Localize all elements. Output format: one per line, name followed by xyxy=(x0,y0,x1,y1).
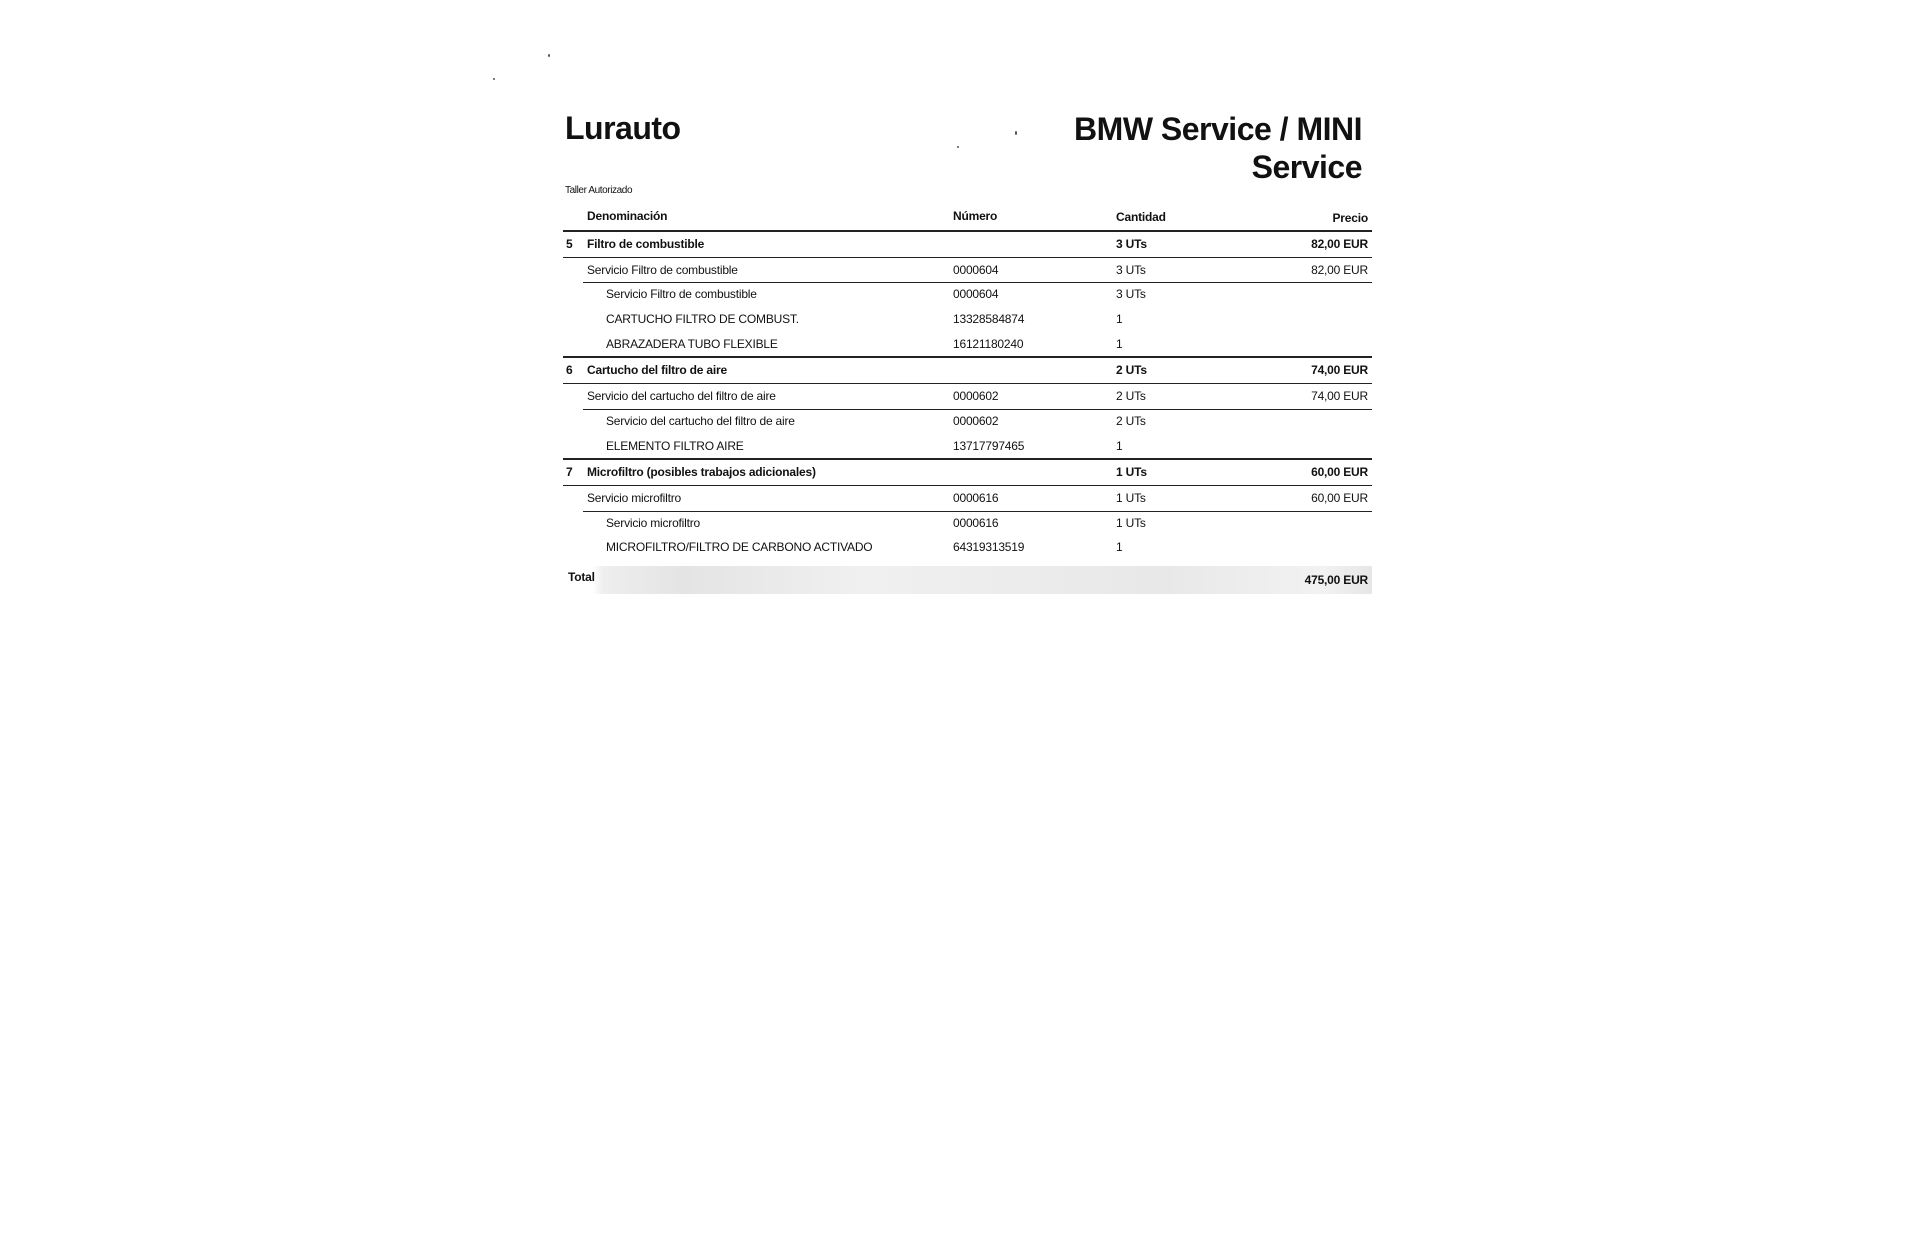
item-number: 0000602 xyxy=(953,413,999,428)
item-row xyxy=(563,282,1372,307)
group-index: 6 xyxy=(566,363,573,378)
item-row xyxy=(563,434,1372,459)
scan-speck xyxy=(548,54,550,57)
table-header-row xyxy=(563,204,1372,230)
group-name: Filtro de combustible xyxy=(587,237,705,251)
item-quantity: 1 xyxy=(1116,312,1123,327)
column-header-name: Denominación xyxy=(587,209,668,223)
group-row xyxy=(563,230,1372,257)
service-row xyxy=(563,485,1372,511)
service-quantity: 2 UTs xyxy=(1116,389,1146,404)
service-title: BMW Service / MINI Service xyxy=(1074,111,1362,185)
item-name: MICROFILTRO/FILTRO DE CARBONO ACTIVADO xyxy=(606,540,873,555)
item-number: 64319313519 xyxy=(953,540,1025,555)
total-price: 475,00 EUR xyxy=(1304,572,1368,587)
group-quantity: 1 UTs xyxy=(1116,465,1147,480)
service-number: 0000604 xyxy=(953,262,999,277)
item-row xyxy=(563,535,1372,560)
item-quantity: 3 UTs xyxy=(1116,287,1146,302)
group-quantity: 3 UTs xyxy=(1116,237,1147,251)
service-quantity: 1 UTs xyxy=(1116,490,1146,505)
group-price: 82,00 EUR xyxy=(1311,237,1368,251)
group-price: 74,00 EUR xyxy=(1311,363,1368,378)
service-price: 82,00 EUR xyxy=(1311,262,1368,277)
scan-speck xyxy=(493,78,495,80)
group-price: 60,00 EUR xyxy=(1311,465,1368,480)
total-row xyxy=(563,566,1372,594)
group-name: Cartucho del filtro de aire xyxy=(587,363,727,378)
item-quantity: 1 xyxy=(1116,336,1123,351)
item-quantity: 1 xyxy=(1116,540,1123,555)
quote-table xyxy=(563,204,1372,594)
column-header-price: Precio xyxy=(1332,211,1368,225)
total-label: Total xyxy=(568,569,595,584)
service-name: Servicio Filtro de combustible xyxy=(587,262,738,277)
column-header-number: Número xyxy=(953,209,998,223)
item-quantity: 1 UTs xyxy=(1116,515,1146,530)
item-name: ELEMENTO FILTRO AIRE xyxy=(606,438,744,453)
service-row xyxy=(563,383,1372,409)
item-number: 16121180240 xyxy=(953,336,1024,351)
item-row xyxy=(563,409,1372,434)
item-number: 13328584874 xyxy=(953,312,1025,327)
service-number: 0000616 xyxy=(953,490,999,505)
item-number: 13717797465 xyxy=(953,438,1025,453)
item-name: Servicio del cartucho del filtro de aire xyxy=(606,413,795,428)
item-name: Servicio microfiltro xyxy=(606,515,701,530)
brand-name: Lurauto xyxy=(565,110,681,146)
column-header-quantity: Cantidad xyxy=(1116,210,1166,224)
service-name: Servicio microfiltro xyxy=(587,490,682,505)
group-index: 5 xyxy=(566,237,573,251)
service-price: 60,00 EUR xyxy=(1311,490,1368,505)
service-quantity: 3 UTs xyxy=(1116,262,1146,277)
item-row xyxy=(563,511,1372,536)
service-price: 74,00 EUR xyxy=(1311,389,1368,404)
group-index: 7 xyxy=(566,465,573,480)
item-number: 0000604 xyxy=(953,287,999,302)
item-name: CARTUCHO FILTRO DE COMBUST. xyxy=(606,312,799,327)
service-name: Servicio del cartucho del filtro de aire xyxy=(587,389,776,404)
item-name: Servicio Filtro de combustible xyxy=(606,287,757,302)
item-quantity: 2 UTs xyxy=(1116,413,1146,428)
item-name: ABRAZADERA TUBO FLEXIBLE xyxy=(606,336,778,351)
group-name: Microfiltro (posibles trabajos adicionales) xyxy=(587,465,816,480)
item-quantity: 1 xyxy=(1116,438,1123,453)
scan-speck xyxy=(957,146,959,148)
service-number: 0000602 xyxy=(953,389,999,404)
subtitle: Taller Autorizado xyxy=(565,185,633,196)
service-row xyxy=(563,257,1372,283)
item-number: 0000616 xyxy=(953,515,999,530)
group-row xyxy=(563,458,1372,485)
item-row xyxy=(563,332,1372,357)
group-quantity: 2 UTs xyxy=(1116,363,1147,378)
group-row xyxy=(563,356,1372,383)
item-row xyxy=(563,307,1372,332)
